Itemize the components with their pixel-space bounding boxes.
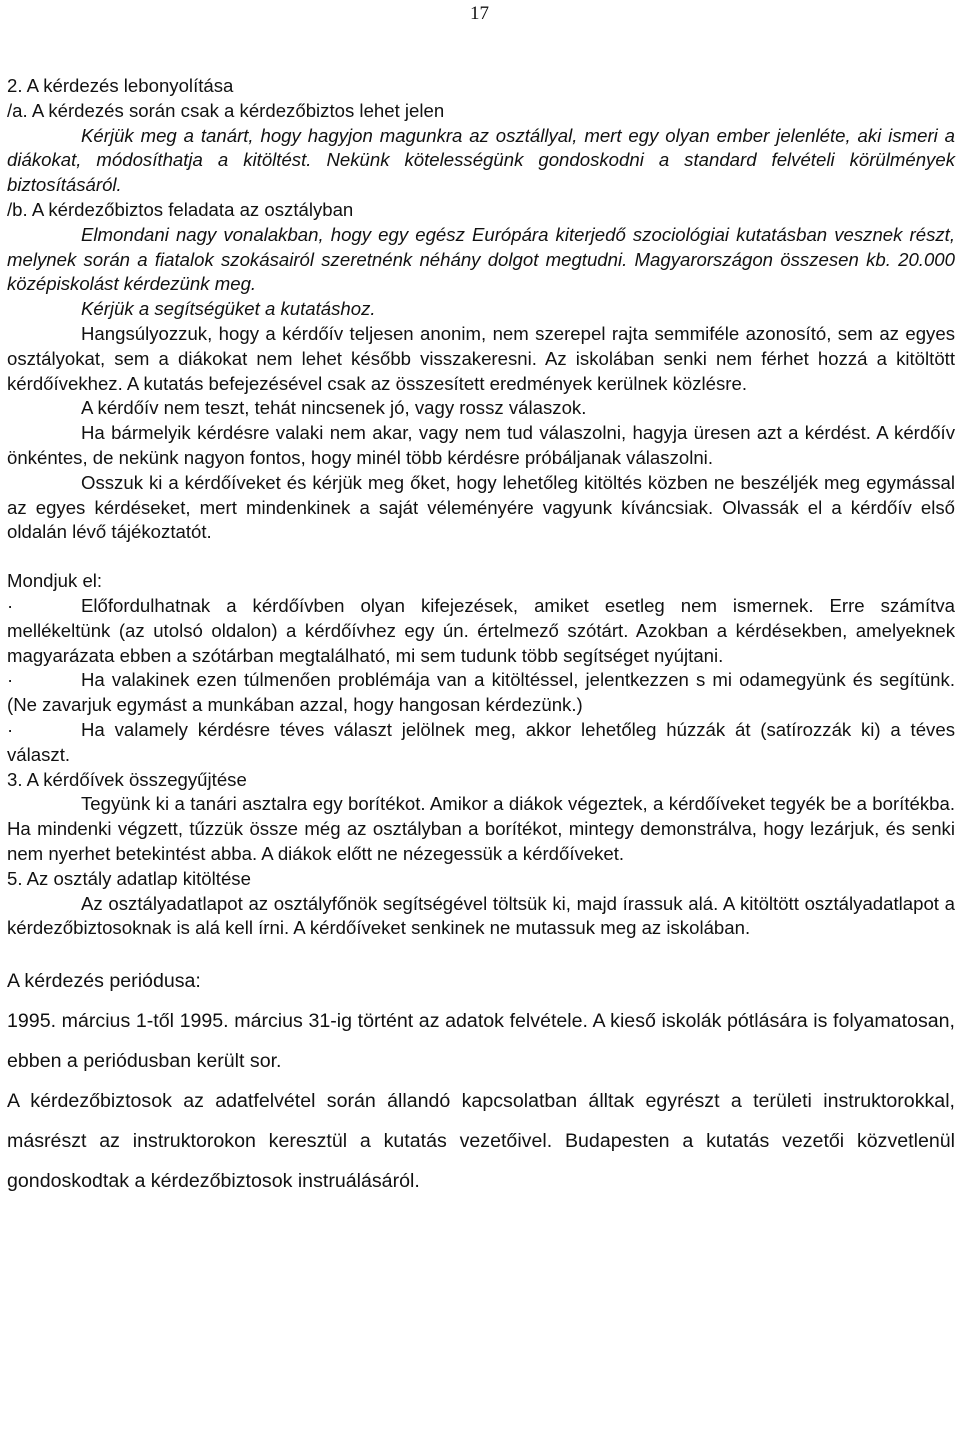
mondjuk-el-item-text: Előfordulhatnak a kérdőívben olyan kifejezések, amiket esetleg nem ismernek. Erre számítva mellékeltünk (az utolsó oldalon) a kérdőívhez egy ún. értelmező szótárt. Azokban a kérdésekben, amelyeknek magyarázata ebben a szótárban megtalálható, mi sem tudunk több segítséget nyújtani.: [7, 594, 955, 666]
section-2b-paragraph-6: Osszuk ki a kérdőíveket és kérjük meg őket, hogy lehetőleg kitöltés közben ne beszéljék meg egymással az egyes kérdéseket, mert mindenkinek a saját véleményére vagyunk kíváncsiak. Olvassák el a kérdőív első oldalán lévő tájékoztatót.: [7, 471, 955, 543]
bullet-dot: ·: [7, 669, 14, 691]
section-5-body: Az osztályadatlapot az osztályfőnök segítségével töltsük ki, majd írassuk alá. A kitöltött osztályadatlapot a kérdezőbiztosoknak is alá kell írni. A kérdőíveket senkinek ne mutassuk meg az iskolában.: [7, 892, 955, 939]
section-2-heading: 2. A kérdezés lebonyolítása: [7, 75, 234, 96]
page-number: 17: [470, 3, 489, 24]
section-2b-heading: /b. A kérdezőbiztos feladata az osztályban: [7, 198, 354, 220]
mondjuk-el-heading: Mondjuk el:: [7, 570, 103, 592]
period-heading: A kérdezés periódusa:: [7, 970, 201, 993]
mondjuk-el-item-2: [7, 668, 955, 718]
section-5-heading: 5. Az osztály adatlap kitöltése: [7, 867, 251, 889]
mondjuk-el-item-text: Ha valakinek ezen túlmenően problémája van a kitöltéssel, jelentkezzen s mi odamegyünk és segítünk. (Ne zavarjuk egymást a munkában azzal, hogy hangosan kérdezünk.): [7, 669, 955, 716]
period-paragraph-1: 1995. március 1-től 1995. március 31-ig történt az adatok felvétele. A kieső iskolák pótlására is folyamatosan, ebben a periódusban került sor.: [7, 1010, 955, 1073]
section-2b-paragraph-2: Kérjük a segítségüket a kutatáshoz.: [81, 298, 376, 320]
section-3-heading: 3. A kérdőívek összegyűjtése: [7, 768, 247, 790]
section-3-body: Tegyünk ki a tanári asztalra egy borítékot. Amikor a diákok végeztek, a kérdőíveket tegyék be a borítékba. Ha mindenki végzett, tűzzük össze még az osztályban a borítékot, mintegy demonstrálva, hogy lezárjuk, és senki nem nyerhet betekintést abba. A diákok előtt ne nézegessük a kérdőíveket.: [7, 793, 955, 864]
mondjuk-el-item-3: [7, 718, 955, 768]
section-2a-body: Kérjük meg a tanárt, hogy hagyjon magunkra az osztállyal, mert egy olyan ember jelenléte, aki ismeri a diákokat, módosíthatja a kitöltést. Nekünk kötelességünk gondoskodni a standard felvételi körülmények biztosításáról.: [7, 124, 955, 196]
bullet-dot: ·: [7, 594, 14, 616]
bullet-dot: ·: [7, 718, 14, 740]
mondjuk-el-item-1: [7, 594, 955, 668]
mondjuk-el-item-text: Ha valamely kérdésre téves választ jelölnek meg, akkor lehetőleg húzzák át (satírozzák ki) a téves választ.: [7, 718, 955, 765]
document-body: [7, 74, 955, 1201]
period-paragraph-2: A kérdezőbiztosok az adatfelvétel során állandó kapcsolatban álltak egyrészt a területi instruktorokkal, másrészt az instruktorokon keresztül a kutatás vezetőivel. Budapesten a kutatás vezetői közvetlenül gondoskodtak a kérdezőbiztosok instruálásáról.: [7, 1090, 955, 1193]
section-2a-heading: /a. A kérdezés során csak a kérdezőbiztos lehet jelen: [7, 99, 445, 121]
section-2b-paragraph-1: Elmondani nagy vonalakban, hogy egy egész Európára kiterjedő szociológiai kutatásban vesznek részt, melynek során a fiatalok szokásairól szeretnénk néhány dolgot megtudni. Magyarországon összesen kb. 20.000 középiskolást kérdezünk meg.: [7, 223, 955, 295]
section-2b-paragraph-3: Hangsúlyozzuk, hogy a kérdőív teljesen anonim, nem szerepel rajta semmiféle azonosító, sem az egyes osztályokat, sem a diákokat nem lehet később visszakeresni. Az iskolában senki nem férhet hozzá a kitöltött kérdőívekhez. A kutatás befejezésével csak az összesített eredmények kerülnek közlésre.: [7, 322, 955, 394]
section-2b-paragraph-4: A kérdőív nem teszt, tehát nincsenek jó, vagy rossz válaszok.: [81, 397, 587, 419]
period-section: [7, 961, 955, 1201]
section-2b-paragraph-5: Ha bármelyik kérdésre valaki nem akar, vagy nem tud válaszolni, hagyja üresen azt a kérdést. A kérdőív önkéntes, de nekünk nagyon fontos, hogy minél több kérdésre próbáljanak válaszolni.: [7, 422, 955, 468]
